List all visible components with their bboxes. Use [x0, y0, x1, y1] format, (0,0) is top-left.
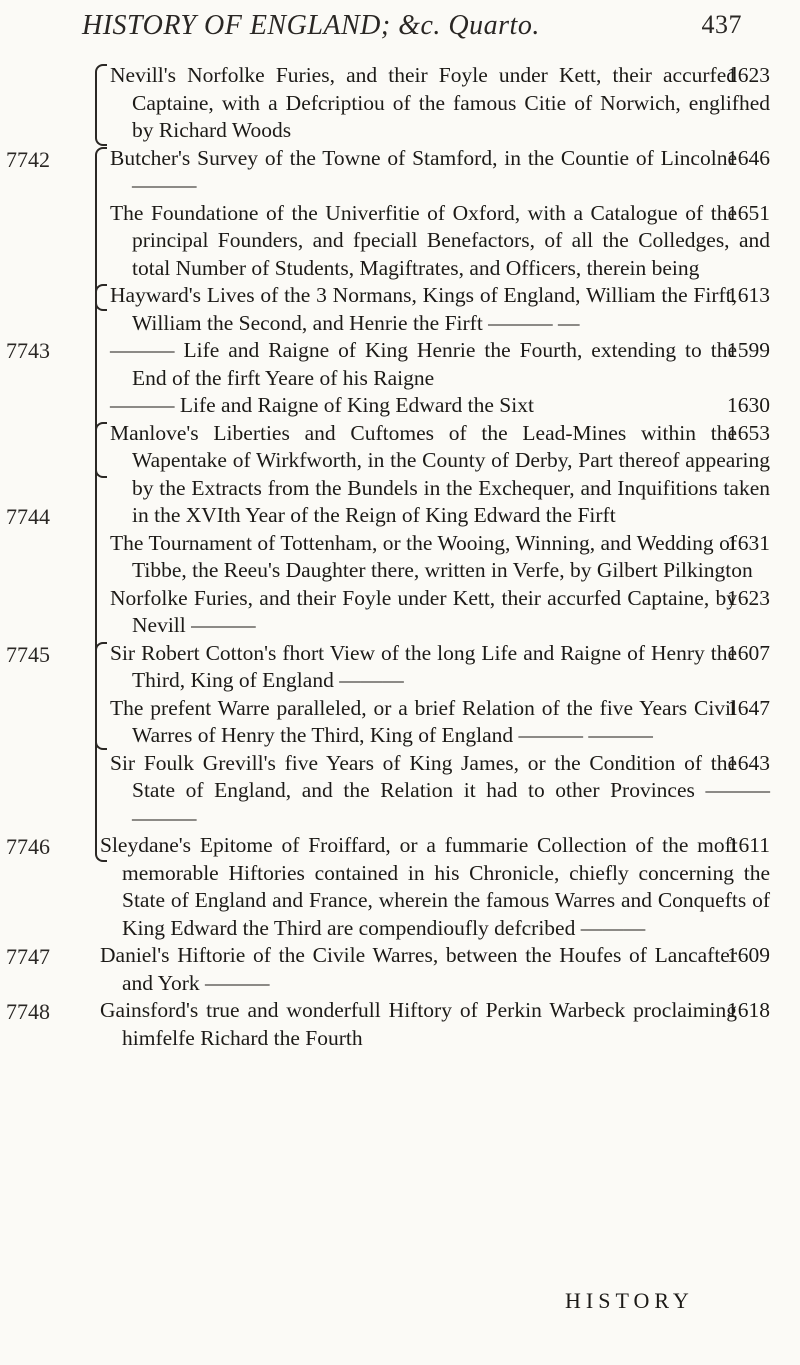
entry-brace [95, 642, 107, 862]
lot-number: 7742 [6, 146, 50, 172]
catalogue-entry [110, 695, 770, 750]
entry-date: 1630 [727, 393, 770, 417]
lot-entries [100, 997, 770, 1052]
catalogue-entry [110, 200, 770, 283]
entry-date: 1623 [727, 63, 770, 87]
catalogue-lot [0, 832, 800, 942]
entry-text: Butcher's Survey of the Towne of Stamford, in the Countie of Lincolne ——— [110, 145, 737, 197]
catalogue-entry [100, 942, 770, 997]
entry-text: Sleydane's Epitome of Froiffard, or a fummarie Collection of the moft memorable Hiftories contained in his Chronicle, chiefly concerning the State of England and France, wherein the famous Warres and Conquefts of King Edward the Third are compendioufly defcribed ——— [100, 833, 770, 940]
lot-entries [110, 145, 770, 283]
entry-text: Nevill's Norfolke Furies, and their Foyle under Kett, their accurfed Captaine, with a Defcriptiou of the famous Citie of Norwich, englifhed by Richard Woods [110, 63, 770, 142]
lot-number: 7743 [6, 338, 50, 363]
catalogue-entry [100, 832, 770, 942]
catalogue-entry [110, 585, 770, 640]
entry-text: The prefent Warre paralleled, or a brief Relation of the five Years Civil Warres of Henry the Third, King of England ——— ——— [110, 695, 737, 747]
entry-text: Sir Robert Cotton's fhort View of the long Life and Raigne of Henry the Third, King of England ——— [110, 640, 737, 692]
catalogue-entry [110, 62, 770, 145]
lot-number: 7746 [6, 834, 50, 859]
entry-date: 1618 [727, 998, 770, 1022]
catalogue-entry [110, 750, 770, 833]
catalogue-body [0, 62, 800, 1052]
page-number: 437 [701, 10, 742, 39]
entry-text: Daniel's Hiftorie of the Civile Warres, between the Houfes of Lancafter and York ——— [100, 943, 737, 995]
entry-date: 1631 [727, 530, 770, 555]
entry-text: The Foundatione of the Univerfitie of Oxford, with a Catalogue of the principal Founders, and fpeciall Benefactors, of all the Colledges, and total Number of Students, Magiftrates, and Officers, therein being [110, 200, 770, 280]
entry-date: 1611 [727, 833, 770, 857]
entry-text: Hayward's Lives of the 3 Normans, Kings of England, William the Firft, William the Second, and Henrie the Firft ——— — [110, 283, 737, 335]
lot-entries [100, 832, 770, 942]
lot-number: 7745 [6, 641, 50, 667]
catalogue-lot [0, 640, 800, 833]
entry-date: 1607 [727, 640, 770, 665]
entry-brace [95, 64, 107, 146]
lot-number: 7748 [6, 999, 50, 1024]
catalogue-lot [0, 997, 800, 1052]
lot-entries [110, 62, 770, 145]
catalogue-entry [110, 145, 770, 200]
entry-date: 1647 [727, 695, 770, 720]
entry-date: 1609 [727, 943, 770, 967]
catalogue-entry [110, 282, 770, 337]
lot-number: 7744 [6, 503, 50, 529]
catalogue-entry [110, 337, 770, 392]
entry-date: 1613 [727, 283, 770, 307]
catalogue-entry [110, 640, 770, 695]
entry-date: 1623 [727, 585, 770, 610]
catalogue-lot [0, 420, 800, 640]
entry-text: Norfolke Furies, and their Foyle under Kett, their accurfed Captaine, by Nevill ——— [110, 585, 737, 637]
lot-entries [110, 282, 770, 420]
entry-date: 1651 [727, 200, 770, 225]
catalogue-lot [0, 145, 800, 283]
lot-entries [110, 420, 770, 640]
lot-number: 7747 [6, 944, 50, 969]
entry-date: 1643 [727, 750, 770, 775]
catalogue-lot-continued [0, 62, 800, 145]
running-title: HISTORY OF ENGLAND; &c. Quarto. [82, 10, 540, 41]
catalogue-lot [0, 282, 800, 420]
page-header [82, 10, 742, 50]
entry-text: ——— Life and Raigne of King Edward the Sixt [110, 393, 534, 417]
entry-text: Sir Foulk Grevill's five Years of King James, or the Condition of the State of England, and the Relation it had to other Provinces ——— ——— [110, 750, 770, 830]
entry-text: The Tournament of Tottenham, or the Wooing, Winning, and Wedding of Tibbe, the Reeu's Daughter there, written in Verfe, by Gilbert Pilkington [110, 530, 753, 582]
catalogue-entry [110, 392, 770, 420]
entry-date: 1653 [727, 420, 770, 445]
catalogue-lot [0, 942, 800, 997]
entry-text: Gainsford's true and wonderfull Hiftory of Perkin Warbeck proclaiming himfelfe Richard the Fourth [100, 998, 737, 1050]
lot-entries [100, 942, 770, 997]
catchword: HISTORY [565, 1288, 694, 1313]
entry-date: 1599 [727, 338, 770, 362]
entry-text: ——— Life and Raigne of King Henrie the Fourth, extending to the End of the firft Yeare of his Raigne [110, 338, 737, 390]
catalogue-entry [100, 997, 770, 1052]
entry-date: 1646 [727, 145, 770, 170]
lot-entries [110, 640, 770, 833]
catalogue-entry [110, 530, 770, 585]
entry-text: Manlove's Liberties and Cuftomes of the Lead-Mines within the Wapentake of Wirkfworth, in the County of Derby, Part thereof appearing by the Extracts from the Bundels in the Exchequer, and Inquifitions taken in the XVIth Year of the Reign of King Edward the Firft [110, 420, 770, 527]
catalogue-entry [110, 420, 770, 530]
